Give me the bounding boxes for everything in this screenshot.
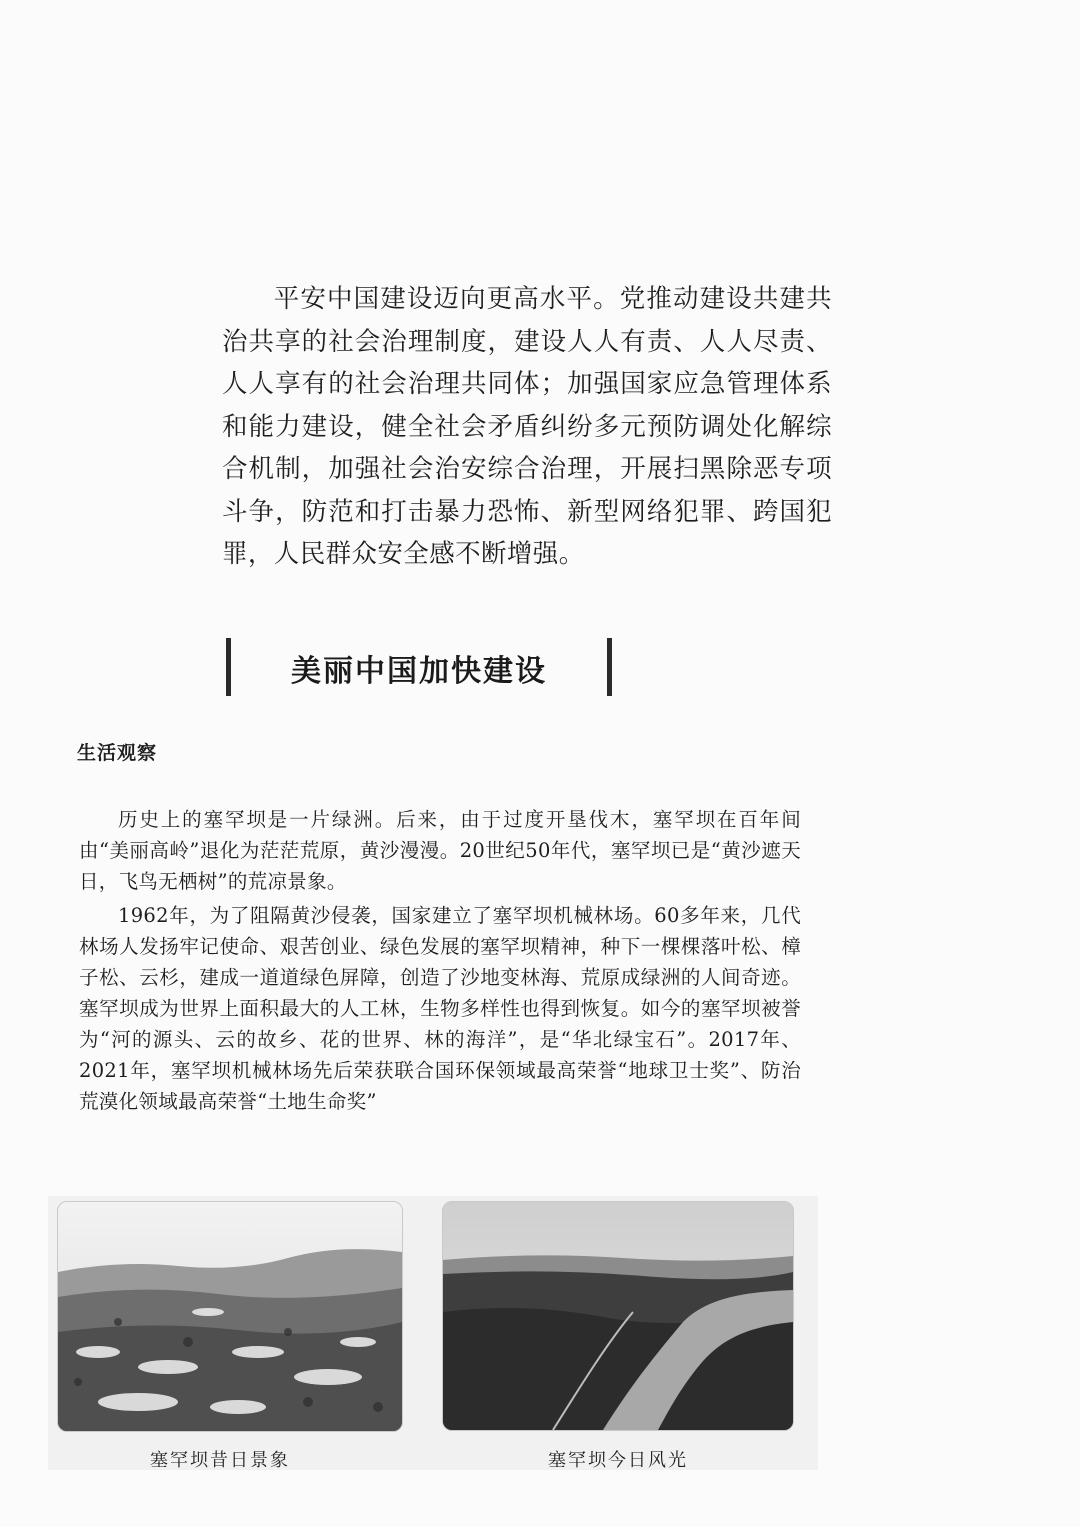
life-observation-text bbox=[79, 804, 801, 1120]
section-heading bbox=[226, 636, 612, 700]
section-title: 美丽中国加快建设 bbox=[291, 654, 547, 689]
caption-today: 塞罕坝今日风光 bbox=[548, 1450, 688, 1471]
heading-right-bar bbox=[607, 638, 612, 696]
photo-saihanba-past bbox=[57, 1201, 403, 1432]
observation-paragraph-1: 历史上的塞罕坝是一片绿洲。后来，由于过度开垦伐木，塞罕坝在百年间由“美丽高岭”退化为茫茫荒原，黄沙漫漫。20世纪50年代，塞罕坝已是“黄沙遮天日，飞鸟无栖树”的荒凉景象。 bbox=[79, 808, 801, 893]
caption-past: 塞罕坝昔日景象 bbox=[150, 1450, 290, 1471]
body-paragraph bbox=[222, 278, 832, 576]
sidebar-box-label: 生活观察 bbox=[77, 742, 158, 764]
photo-saihanba-today bbox=[442, 1201, 794, 1431]
observation-paragraph-2: 1962年，为了阻隔黄沙侵袭，国家建立了塞罕坝机械林场。60多年来，几代林场人发扬牢记使命、艰苦创业、绿色发展的塞罕坝精神，种下一棵棵落叶松、樟子松、云杉，建成一道道绿色屏障，创造了沙地变林海、荒原成绿洲的人间奇迹。塞罕坝成为世界上面积最大的人工林，生物多样性也得到恢复。如今的塞罕坝被誉为“河的源头、云的故乡、花的世界、林的海洋”，是“华北绿宝石”。2017年、2021年，塞罕坝机械林场先后荣获联合国环保领域最高荣誉“地球卫士奖”、防治荒漠化领域最高荣誉“土地生命奖” bbox=[79, 904, 801, 1113]
body-paragraph-text: 平安中国建设迈向更高水平。党推动建设共建共治共享的社会治理制度，建设人人有责、人人尽责、人人享有的社会治理共同体；加强国家应急管理体系和能力建设，健全社会矛盾纠纷多元预防调处化解综合机制，加强社会治安综合治理，开展扫黑除恶专项斗争，防范和打击暴力恐怖、新型网络犯罪、跨国犯罪，人民群众安全感不断增强。 bbox=[222, 284, 832, 569]
